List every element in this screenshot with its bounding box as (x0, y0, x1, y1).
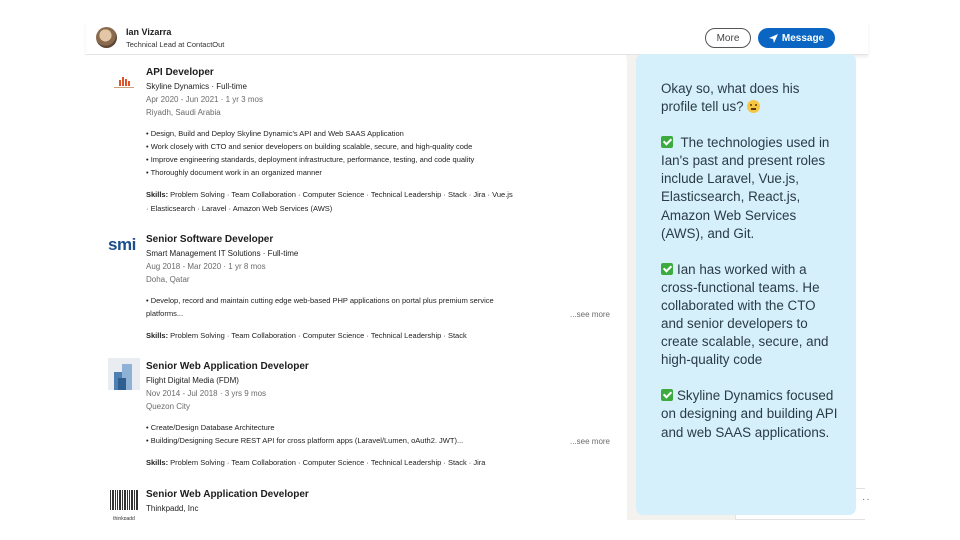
job-bullet: • Improve engineering standards, deployment infrastructure, performance, testing, and code quality (146, 155, 475, 164)
thinking-face-icon (747, 100, 760, 113)
skills-label: Skills: (146, 331, 169, 340)
company-line[interactable]: Smart Management IT Solutions · Full-time (146, 249, 299, 258)
avatar[interactable] (96, 27, 117, 48)
profile-name[interactable]: Ian Vizarra (126, 27, 172, 37)
job-title[interactable]: Senior Software Developer (146, 234, 274, 245)
check-mark-icon (661, 389, 673, 401)
callout-point-text: Ian has worked with a cross-functional teams. He collaborated with the CTO and senior developers to create scalable, secure, and high-quality code (661, 261, 829, 368)
callout-point-text: Skyline Dynamics focused on designing and building API and web SAAS applications. (661, 388, 838, 440)
see-more-link[interactable]: ...see more (569, 437, 610, 446)
fdm-logo-icon[interactable] (108, 358, 140, 390)
skills-label: Skills: (146, 458, 169, 467)
commentary-callout (636, 54, 856, 515)
job-title[interactable]: Senior Web Application Developer (146, 361, 309, 372)
job-skills (146, 331, 467, 340)
job-location: Riyadh, Saudi Arabia (146, 108, 221, 117)
more-button[interactable]: More (705, 28, 751, 48)
job-bullet: • Work closely with CTO and senior developers on building scalable, secure, and high-quality code (146, 142, 473, 151)
check-mark-icon (661, 263, 673, 275)
job-title[interactable]: API Developer (146, 67, 214, 78)
barcode-icon (108, 489, 140, 511)
job-title[interactable]: Senior Web Application Developer (146, 489, 309, 500)
message-button-label: Message (781, 32, 825, 44)
callout-point (661, 261, 838, 370)
check-mark-icon (661, 136, 673, 148)
company-line[interactable]: Flight Digital Media (FDM) (146, 376, 239, 385)
skills-list: Problem Solving · Team Collaboration · Computer Science · Technical Leadership · Stack · Jira · Vue.js (168, 190, 513, 199)
company-line[interactable]: Thinkpadd, Inc (146, 504, 199, 513)
skills-list: Problem Solving · Team Collaboration · Computer Science · Technical Leadership · Stack (168, 331, 467, 340)
skyline-logo-icon[interactable] (108, 68, 140, 100)
job-bullet: • Design, Build and Deploy Skyline Dynamic's API and Web SAAS Application (146, 129, 404, 138)
job-bullet: platforms... (146, 309, 184, 318)
job-dates: Apr 2020 - Jun 2021 · 1 yr 3 mos (146, 95, 263, 104)
thinkpadd-logo-text: thinkpadd (113, 516, 135, 520)
more-dots-icon[interactable]: ·· (862, 494, 871, 505)
profile-headline: Technical Lead at ContactOut (126, 40, 225, 49)
job-bullet: • Building/Designing Secure REST API for cross platform apps (Laravel/Lumen, oAuth2. JWT)... (146, 436, 464, 445)
smart-logo-icon[interactable]: smi (108, 235, 136, 254)
message-button[interactable] (758, 28, 835, 48)
callout-intro (661, 80, 838, 116)
see-more-link[interactable]: ...see more (569, 310, 610, 319)
job-location: Doha, Qatar (146, 275, 190, 284)
callout-point (661, 134, 838, 243)
job-bullet: • Thoroughly document work in an organized manner (146, 168, 322, 177)
send-icon (769, 34, 778, 43)
job-dates: Nov 2014 - Jul 2018 · 3 yrs 9 mos (146, 389, 267, 398)
profile-sticky-header (86, 22, 868, 55)
job-skills-cont: · Elasticsearch · Laravel · Amazon Web Services (AWS) (146, 204, 333, 213)
callout-intro-text: Okay so, what does his profile tell us? (661, 81, 800, 115)
job-skills (146, 190, 513, 199)
job-dates: Aug 2018 - Mar 2020 · 1 yr 8 mos (146, 262, 266, 271)
job-skills (146, 458, 485, 467)
callout-point-text: The technologies used in Ian's past and present roles include Laravel, Vue.js, Elasticsearch, React.js, Amazon Web Services (AWS), and Git. (661, 135, 830, 241)
company-line[interactable]: Skyline Dynamics · Full-time (146, 82, 247, 91)
job-bullet: • Develop, record and maintain cutting edge web-based PHP applications on portal plus premium service (146, 296, 494, 305)
callout-point (661, 387, 838, 441)
skills-label: Skills: (146, 190, 169, 199)
job-bullet: • Create/Design Database Architecture (146, 423, 275, 432)
thinkpadd-logo-icon[interactable] (108, 489, 140, 519)
skills-list: Problem Solving · Team Collaboration · Computer Science · Technical Leadership · Stack · Jira (168, 458, 486, 467)
job-location: Quezon City (146, 402, 191, 411)
experience-section (86, 55, 626, 520)
